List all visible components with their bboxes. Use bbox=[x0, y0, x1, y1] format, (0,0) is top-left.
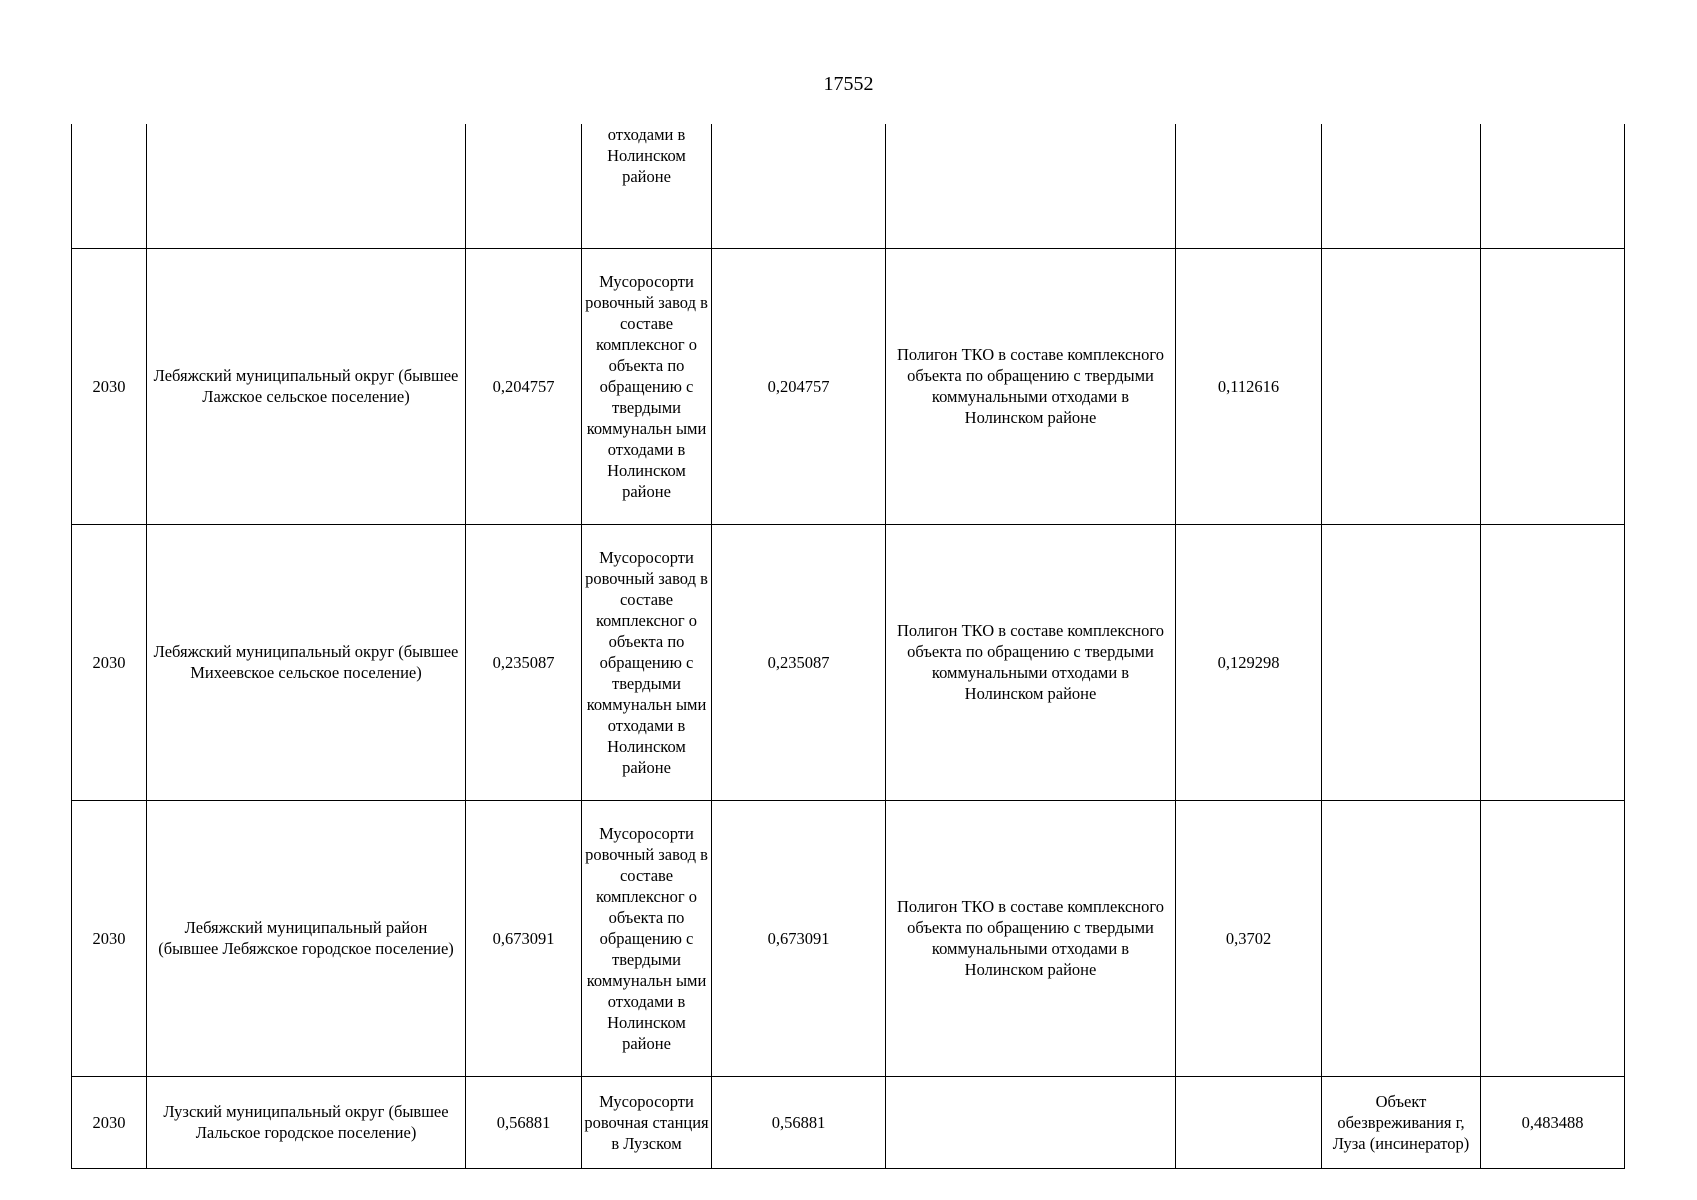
cell-landfill-facility: Полигон ТКО в составе комплексного объекта по обращению с твердыми коммунальными отходами в Нолинском районе bbox=[886, 248, 1176, 524]
cell-value-4 bbox=[1481, 248, 1625, 524]
cell-territory: Лебяжский муниципальный округ (бывшее Михеевское сельское поселение) bbox=[147, 524, 466, 800]
cell-disposal-facility: Объект обезвреживания г, Луза (инсинератор) bbox=[1322, 1076, 1481, 1168]
cell-territory: Лебяжский муниципальный район (бывшее Лебяжское городское поселение) bbox=[147, 800, 466, 1076]
cell-landfill-facility bbox=[886, 1076, 1176, 1168]
cell-value-4 bbox=[1481, 800, 1625, 1076]
cell-value-2: 0,204757 bbox=[712, 248, 886, 524]
table-row bbox=[72, 248, 1625, 524]
table-row bbox=[72, 1076, 1625, 1168]
table-row bbox=[72, 524, 1625, 800]
cell-sorting-facility: Мусоросорти ровочная станция в Лузском bbox=[582, 1076, 712, 1168]
cell-disposal-facility bbox=[1322, 248, 1481, 524]
cell-empty bbox=[466, 124, 582, 248]
cell-value-1: 0,235087 bbox=[466, 524, 582, 800]
cell-empty bbox=[712, 124, 886, 248]
cell-empty bbox=[72, 124, 147, 248]
cell-value-2: 0,235087 bbox=[712, 524, 886, 800]
cell-territory: Лебяжский муниципальный округ (бывшее Лажское сельское поселение) bbox=[147, 248, 466, 524]
cell-year: 2030 bbox=[72, 524, 147, 800]
cell-value-2: 0,673091 bbox=[712, 800, 886, 1076]
cell-value-4: 0,483488 bbox=[1481, 1076, 1625, 1168]
table-row bbox=[72, 800, 1625, 1076]
cell-value-3: 0,129298 bbox=[1176, 524, 1322, 800]
cell-sorting-facility: Мусоросорти ровочный завод в составе комплексног о объекта по обращению с твердыми коммунальн ыми отходами в Нолинском районе bbox=[582, 800, 712, 1076]
table-row-continuation bbox=[72, 124, 1625, 248]
cell-value-2: 0,56881 bbox=[712, 1076, 886, 1168]
cell-territory: Лузский муниципальный округ (бывшее Лальское городское поселение) bbox=[147, 1076, 466, 1168]
cell-year: 2030 bbox=[72, 248, 147, 524]
cell-empty bbox=[1481, 124, 1625, 248]
cell-value-1: 0,56881 bbox=[466, 1076, 582, 1168]
cell-value-4 bbox=[1481, 524, 1625, 800]
cell-value-1: 0,204757 bbox=[466, 248, 582, 524]
cell-empty bbox=[886, 124, 1176, 248]
cell-value-3: 0,112616 bbox=[1176, 248, 1322, 524]
cell-landfill-facility: Полигон ТКО в составе комплексного объекта по обращению с твердыми коммунальными отходами в Нолинском районе bbox=[886, 524, 1176, 800]
cell-year: 2030 bbox=[72, 1076, 147, 1168]
cell-value-1: 0,673091 bbox=[466, 800, 582, 1076]
cell-disposal-facility bbox=[1322, 524, 1481, 800]
cell-year: 2030 bbox=[72, 800, 147, 1076]
waste-flow-table bbox=[71, 124, 1625, 1169]
cell-empty bbox=[1176, 124, 1322, 248]
facility-continued-text: отходами в Нолинском районе bbox=[607, 125, 686, 186]
cell-empty bbox=[1322, 124, 1481, 248]
cell-disposal-facility bbox=[1322, 800, 1481, 1076]
page-number: 17552 bbox=[823, 73, 874, 95]
cell-sorting-facility: Мусоросорти ровочный завод в составе комплексног о объекта по обращению с твердыми коммунальн ыми отходами в Нолинском районе bbox=[582, 248, 712, 524]
cell-value-3: 0,3702 bbox=[1176, 800, 1322, 1076]
cell-value-3 bbox=[1176, 1076, 1322, 1168]
cell-landfill-facility: Полигон ТКО в составе комплексного объекта по обращению с твердыми коммунальными отходами в Нолинском районе bbox=[886, 800, 1176, 1076]
cell-empty bbox=[147, 124, 466, 248]
cell-sorting-facility: Мусоросорти ровочный завод в составе комплексног о объекта по обращению с твердыми коммунальн ыми отходами в Нолинском районе bbox=[582, 524, 712, 800]
cell-facility-continued bbox=[582, 124, 712, 248]
